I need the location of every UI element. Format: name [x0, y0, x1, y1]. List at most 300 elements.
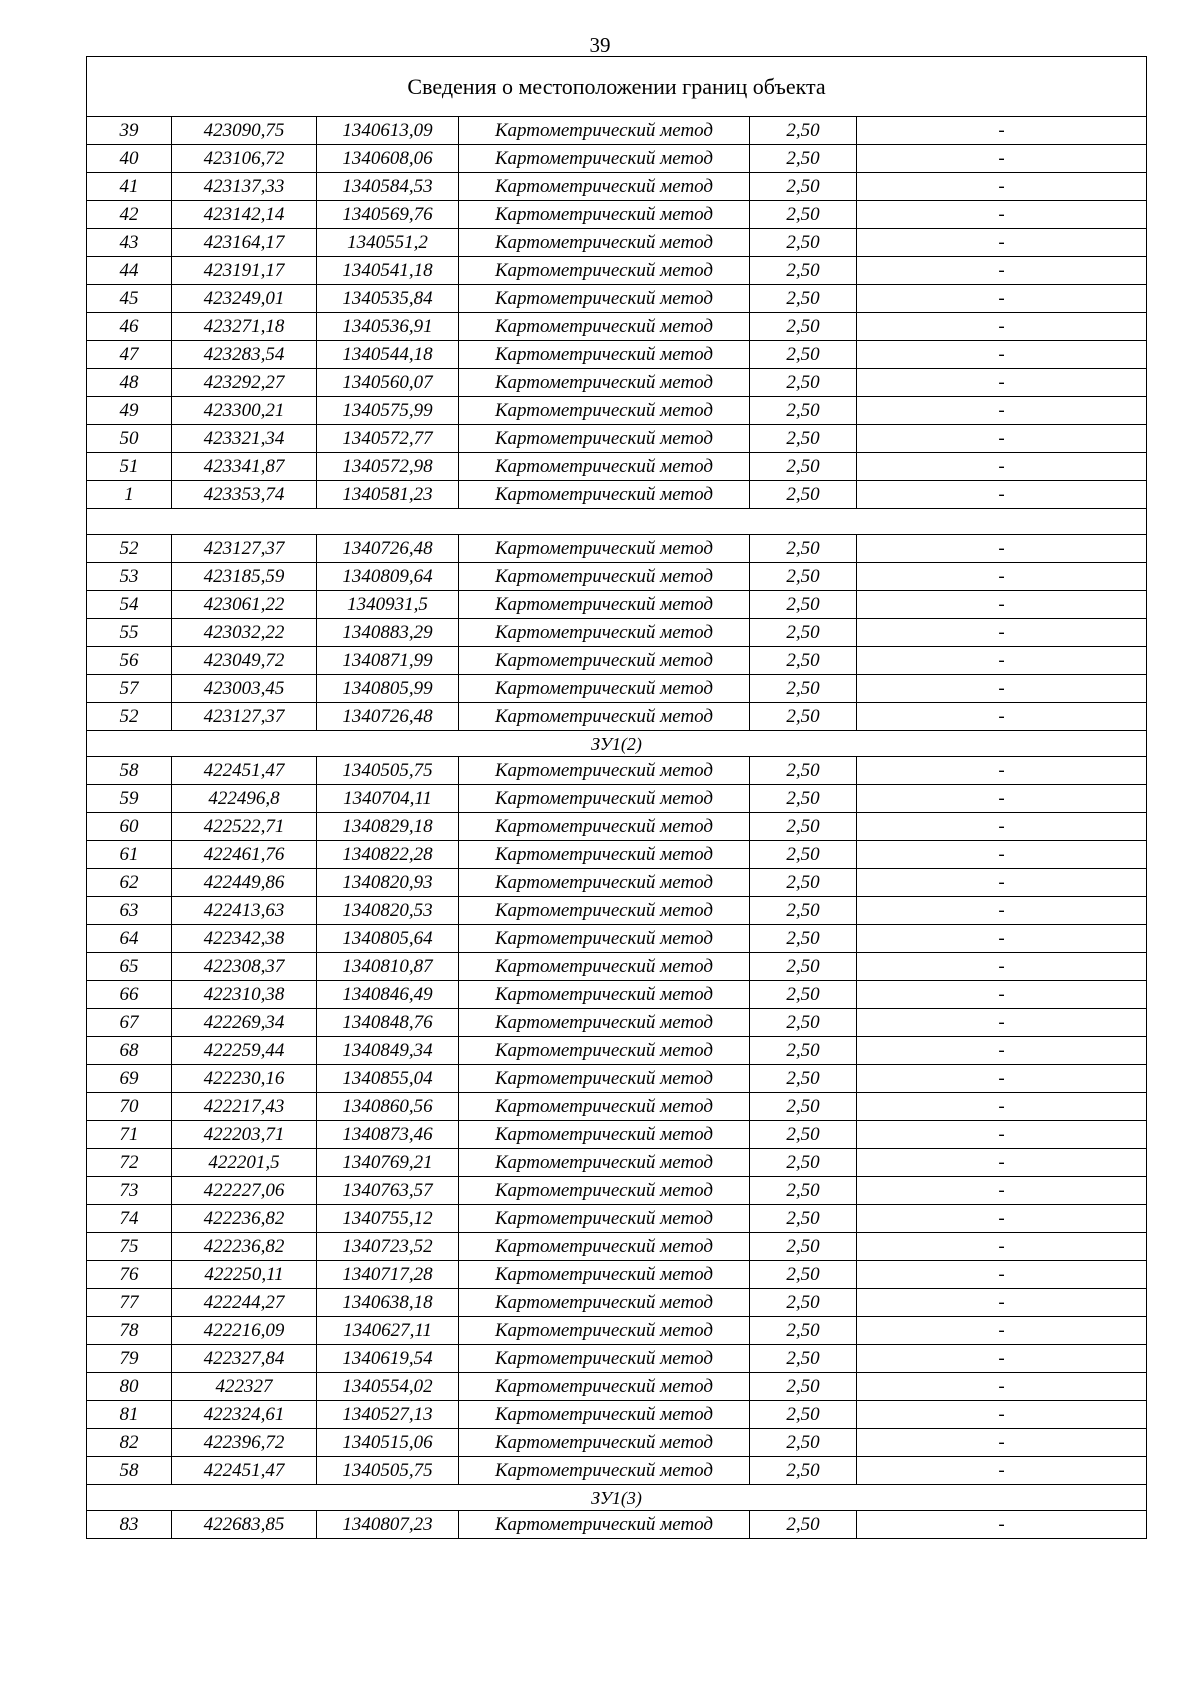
method-cell: Картометрический метод: [459, 1401, 750, 1429]
accuracy-cell: 2,50: [750, 813, 857, 841]
method-cell: Картометрический метод: [459, 1065, 750, 1093]
x-coordinate-cell: 422342,38: [172, 925, 317, 953]
accuracy-cell: 2,50: [750, 117, 857, 145]
point-number-cell: 45: [87, 285, 172, 313]
x-coordinate-cell: 422461,76: [172, 841, 317, 869]
table-row: [87, 953, 1147, 981]
table-row: [87, 1457, 1147, 1485]
method-cell: Картометрический метод: [459, 675, 750, 703]
method-cell: Картометрический метод: [459, 313, 750, 341]
table-row: [87, 1401, 1147, 1429]
point-number-cell: 80: [87, 1373, 172, 1401]
method-cell: Картометрический метод: [459, 647, 750, 675]
table-row: [87, 1177, 1147, 1205]
point-number-cell: 57: [87, 675, 172, 703]
table-row: [87, 981, 1147, 1009]
point-number-cell: 75: [87, 1233, 172, 1261]
point-number-cell: 64: [87, 925, 172, 953]
x-coordinate-cell: 422496,8: [172, 785, 317, 813]
point-number-cell: 54: [87, 591, 172, 619]
method-cell: Картометрический метод: [459, 117, 750, 145]
point-number-cell: 71: [87, 1121, 172, 1149]
x-coordinate-cell: 422236,82: [172, 1233, 317, 1261]
x-coordinate-cell: 423283,54: [172, 341, 317, 369]
accuracy-cell: 2,50: [750, 563, 857, 591]
y-coordinate-cell: 1340613,09: [317, 117, 459, 145]
description-cell: -: [857, 1149, 1147, 1177]
method-cell: Картометрический метод: [459, 341, 750, 369]
accuracy-cell: 2,50: [750, 257, 857, 285]
y-coordinate-cell: 1340572,98: [317, 453, 459, 481]
accuracy-cell: 2,50: [750, 535, 857, 563]
description-cell: -: [857, 397, 1147, 425]
accuracy-cell: 2,50: [750, 1345, 857, 1373]
description-cell: -: [857, 1511, 1147, 1539]
x-coordinate-cell: 423249,01: [172, 285, 317, 313]
accuracy-cell: 2,50: [750, 1233, 857, 1261]
description-cell: -: [857, 257, 1147, 285]
table-row: [87, 201, 1147, 229]
table-row: [87, 813, 1147, 841]
description-cell: -: [857, 813, 1147, 841]
description-cell: -: [857, 1429, 1147, 1457]
table-row: [87, 841, 1147, 869]
y-coordinate-cell: 1340535,84: [317, 285, 459, 313]
method-cell: Картометрический метод: [459, 981, 750, 1009]
x-coordinate-cell: 423127,37: [172, 703, 317, 731]
y-coordinate-cell: 1340848,76: [317, 1009, 459, 1037]
table-row: [87, 619, 1147, 647]
description-cell: -: [857, 229, 1147, 257]
x-coordinate-cell: 422227,06: [172, 1177, 317, 1205]
x-coordinate-cell: 423185,59: [172, 563, 317, 591]
method-cell: Картометрический метод: [459, 425, 750, 453]
point-number-cell: 44: [87, 257, 172, 285]
y-coordinate-cell: 1340551,2: [317, 229, 459, 257]
description-cell: -: [857, 647, 1147, 675]
description-cell: -: [857, 897, 1147, 925]
method-cell: Картометрический метод: [459, 1205, 750, 1233]
description-cell: -: [857, 1345, 1147, 1373]
table-row: [87, 1345, 1147, 1373]
y-coordinate-cell: 1340829,18: [317, 813, 459, 841]
accuracy-cell: 2,50: [750, 757, 857, 785]
x-coordinate-cell: 423292,27: [172, 369, 317, 397]
accuracy-cell: 2,50: [750, 1289, 857, 1317]
x-coordinate-cell: 423003,45: [172, 675, 317, 703]
description-cell: -: [857, 675, 1147, 703]
point-number-cell: 70: [87, 1093, 172, 1121]
method-cell: Картометрический метод: [459, 563, 750, 591]
accuracy-cell: 2,50: [750, 1511, 857, 1539]
method-cell: Картометрический метод: [459, 703, 750, 731]
table-row: [87, 675, 1147, 703]
section-header-row: [87, 731, 1147, 757]
point-number-cell: 52: [87, 703, 172, 731]
y-coordinate-cell: 1340755,12: [317, 1205, 459, 1233]
accuracy-cell: 2,50: [750, 397, 857, 425]
point-number-cell: 58: [87, 1457, 172, 1485]
accuracy-cell: 2,50: [750, 897, 857, 925]
y-coordinate-cell: 1340769,21: [317, 1149, 459, 1177]
accuracy-cell: 2,50: [750, 1373, 857, 1401]
point-number-cell: 55: [87, 619, 172, 647]
y-coordinate-cell: 1340883,29: [317, 619, 459, 647]
x-coordinate-cell: 423090,75: [172, 117, 317, 145]
y-coordinate-cell: 1340544,18: [317, 341, 459, 369]
method-cell: Картометрический метод: [459, 257, 750, 285]
table-row: [87, 145, 1147, 173]
y-coordinate-cell: 1340608,06: [317, 145, 459, 173]
y-coordinate-cell: 1340723,52: [317, 1233, 459, 1261]
description-cell: -: [857, 481, 1147, 509]
y-coordinate-cell: 1340860,56: [317, 1093, 459, 1121]
y-coordinate-cell: 1340515,06: [317, 1429, 459, 1457]
table-row: [87, 1009, 1147, 1037]
method-cell: Картометрический метод: [459, 897, 750, 925]
point-number-cell: 51: [87, 453, 172, 481]
y-coordinate-cell: 1340810,87: [317, 953, 459, 981]
point-number-cell: 74: [87, 1205, 172, 1233]
y-coordinate-cell: 1340575,99: [317, 397, 459, 425]
table-row: [87, 341, 1147, 369]
description-cell: -: [857, 535, 1147, 563]
point-number-cell: 66: [87, 981, 172, 1009]
table-row: [87, 647, 1147, 675]
y-coordinate-cell: 1340569,76: [317, 201, 459, 229]
method-cell: Картометрический метод: [459, 757, 750, 785]
description-cell: -: [857, 757, 1147, 785]
x-coordinate-cell: 423127,37: [172, 535, 317, 563]
table-row: [87, 173, 1147, 201]
x-coordinate-cell: 422203,71: [172, 1121, 317, 1149]
accuracy-cell: 2,50: [750, 1037, 857, 1065]
description-cell: -: [857, 173, 1147, 201]
accuracy-cell: 2,50: [750, 1261, 857, 1289]
table-row: [87, 869, 1147, 897]
y-coordinate-cell: 1340807,23: [317, 1511, 459, 1539]
point-number-cell: 46: [87, 313, 172, 341]
point-number-cell: 72: [87, 1149, 172, 1177]
accuracy-cell: 2,50: [750, 675, 857, 703]
y-coordinate-cell: 1340619,54: [317, 1345, 459, 1373]
table-row: [87, 535, 1147, 563]
description-cell: -: [857, 1289, 1147, 1317]
x-coordinate-cell: 422324,61: [172, 1401, 317, 1429]
description-cell: -: [857, 1121, 1147, 1149]
point-number-cell: 69: [87, 1065, 172, 1093]
table-row: [87, 1065, 1147, 1093]
description-cell: -: [857, 1373, 1147, 1401]
point-number-cell: 65: [87, 953, 172, 981]
y-coordinate-cell: 1340505,75: [317, 1457, 459, 1485]
point-number-cell: 59: [87, 785, 172, 813]
method-cell: Картометрический метод: [459, 1233, 750, 1261]
accuracy-cell: 2,50: [750, 591, 857, 619]
table-row: [87, 1093, 1147, 1121]
table-row: [87, 1205, 1147, 1233]
x-coordinate-cell: 422451,47: [172, 757, 317, 785]
x-coordinate-cell: 423321,34: [172, 425, 317, 453]
table-row: [87, 1261, 1147, 1289]
table-row: [87, 481, 1147, 509]
description-cell: -: [857, 201, 1147, 229]
x-coordinate-cell: 422451,47: [172, 1457, 317, 1485]
page-number: 39: [589, 33, 611, 57]
accuracy-cell: 2,50: [750, 869, 857, 897]
point-number-cell: 61: [87, 841, 172, 869]
table-row: [87, 117, 1147, 145]
method-cell: Картометрический метод: [459, 481, 750, 509]
method-cell: Картометрический метод: [459, 369, 750, 397]
y-coordinate-cell: 1340554,02: [317, 1373, 459, 1401]
accuracy-cell: 2,50: [750, 841, 857, 869]
point-number-cell: 1: [87, 481, 172, 509]
table-row: [87, 229, 1147, 257]
description-cell: -: [857, 925, 1147, 953]
accuracy-cell: 2,50: [750, 1149, 857, 1177]
point-number-cell: 43: [87, 229, 172, 257]
method-cell: Картометрический метод: [459, 1373, 750, 1401]
table-row: [87, 757, 1147, 785]
y-coordinate-cell: 1340726,48: [317, 535, 459, 563]
point-number-cell: 81: [87, 1401, 172, 1429]
method-cell: Картометрический метод: [459, 173, 750, 201]
accuracy-cell: 2,50: [750, 229, 857, 257]
point-number-cell: 83: [87, 1511, 172, 1539]
accuracy-cell: 2,50: [750, 703, 857, 731]
table-row: [87, 257, 1147, 285]
section-header-row: [87, 1485, 1147, 1511]
title-row: [87, 57, 1147, 117]
accuracy-cell: 2,50: [750, 981, 857, 1009]
point-number-cell: 62: [87, 869, 172, 897]
x-coordinate-cell: 422522,71: [172, 813, 317, 841]
point-number-cell: 60: [87, 813, 172, 841]
point-number-cell: 77: [87, 1289, 172, 1317]
method-cell: Картометрический метод: [459, 785, 750, 813]
x-coordinate-cell: 423137,33: [172, 173, 317, 201]
x-coordinate-cell: 422327: [172, 1373, 317, 1401]
description-cell: -: [857, 703, 1147, 731]
point-number-cell: 79: [87, 1345, 172, 1373]
x-coordinate-cell: 422396,72: [172, 1429, 317, 1457]
accuracy-cell: 2,50: [750, 785, 857, 813]
description-cell: -: [857, 1065, 1147, 1093]
description-cell: -: [857, 1205, 1147, 1233]
accuracy-cell: 2,50: [750, 953, 857, 981]
table-row: [87, 285, 1147, 313]
accuracy-cell: 2,50: [750, 453, 857, 481]
accuracy-cell: 2,50: [750, 173, 857, 201]
x-coordinate-cell: 422683,85: [172, 1511, 317, 1539]
table-row: [87, 1511, 1147, 1539]
x-coordinate-cell: 422449,86: [172, 869, 317, 897]
description-cell: -: [857, 1457, 1147, 1485]
method-cell: Картометрический метод: [459, 145, 750, 173]
accuracy-cell: 2,50: [750, 425, 857, 453]
description-cell: -: [857, 869, 1147, 897]
point-number-cell: 47: [87, 341, 172, 369]
x-coordinate-cell: 422216,09: [172, 1317, 317, 1345]
accuracy-cell: 2,50: [750, 925, 857, 953]
y-coordinate-cell: 1340849,34: [317, 1037, 459, 1065]
table-row: [87, 563, 1147, 591]
method-cell: Картометрический метод: [459, 1009, 750, 1037]
description-cell: -: [857, 1037, 1147, 1065]
description-cell: -: [857, 453, 1147, 481]
x-coordinate-cell: 423049,72: [172, 647, 317, 675]
method-cell: Картометрический метод: [459, 201, 750, 229]
y-coordinate-cell: 1340820,53: [317, 897, 459, 925]
section-label: ЗУ1(3): [87, 1485, 1147, 1511]
description-cell: -: [857, 981, 1147, 1009]
description-cell: -: [857, 591, 1147, 619]
point-number-cell: 56: [87, 647, 172, 675]
y-coordinate-cell: 1340726,48: [317, 703, 459, 731]
method-cell: Картометрический метод: [459, 591, 750, 619]
accuracy-cell: 2,50: [750, 369, 857, 397]
method-cell: Картометрический метод: [459, 869, 750, 897]
description-cell: -: [857, 425, 1147, 453]
point-number-cell: 78: [87, 1317, 172, 1345]
method-cell: Картометрический метод: [459, 397, 750, 425]
y-coordinate-cell: 1340581,23: [317, 481, 459, 509]
accuracy-cell: 2,50: [750, 1457, 857, 1485]
accuracy-cell: 2,50: [750, 647, 857, 675]
method-cell: Картометрический метод: [459, 1289, 750, 1317]
description-cell: -: [857, 1233, 1147, 1261]
accuracy-cell: 2,50: [750, 201, 857, 229]
boundary-coordinates-table: [86, 56, 1147, 1539]
description-cell: -: [857, 1177, 1147, 1205]
y-coordinate-cell: 1340871,99: [317, 647, 459, 675]
y-coordinate-cell: 1340627,11: [317, 1317, 459, 1345]
table-row: [87, 453, 1147, 481]
table-row: [87, 397, 1147, 425]
table-row: [87, 591, 1147, 619]
method-cell: Картометрический метод: [459, 285, 750, 313]
x-coordinate-cell: 422413,63: [172, 897, 317, 925]
accuracy-cell: 2,50: [750, 481, 857, 509]
table-row: [87, 313, 1147, 341]
y-coordinate-cell: 1340822,28: [317, 841, 459, 869]
description-cell: -: [857, 953, 1147, 981]
y-coordinate-cell: 1340809,64: [317, 563, 459, 591]
description-cell: -: [857, 785, 1147, 813]
accuracy-cell: 2,50: [750, 619, 857, 647]
table-row: [87, 703, 1147, 731]
accuracy-cell: 2,50: [750, 1065, 857, 1093]
y-coordinate-cell: 1340704,11: [317, 785, 459, 813]
point-number-cell: 82: [87, 1429, 172, 1457]
description-cell: -: [857, 285, 1147, 313]
method-cell: Картометрический метод: [459, 813, 750, 841]
x-coordinate-cell: 422217,43: [172, 1093, 317, 1121]
method-cell: Картометрический метод: [459, 1149, 750, 1177]
y-coordinate-cell: 1340505,75: [317, 757, 459, 785]
y-coordinate-cell: 1340527,13: [317, 1401, 459, 1429]
description-cell: -: [857, 1261, 1147, 1289]
method-cell: Картометрический метод: [459, 1345, 750, 1373]
x-coordinate-cell: 422327,84: [172, 1345, 317, 1373]
description-cell: -: [857, 341, 1147, 369]
x-coordinate-cell: 422310,38: [172, 981, 317, 1009]
point-number-cell: 63: [87, 897, 172, 925]
x-coordinate-cell: 423341,87: [172, 453, 317, 481]
y-coordinate-cell: 1340931,5: [317, 591, 459, 619]
point-number-cell: 48: [87, 369, 172, 397]
accuracy-cell: 2,50: [750, 341, 857, 369]
y-coordinate-cell: 1340763,57: [317, 1177, 459, 1205]
x-coordinate-cell: 422250,11: [172, 1261, 317, 1289]
table-row: [87, 897, 1147, 925]
description-cell: -: [857, 313, 1147, 341]
x-coordinate-cell: 422244,27: [172, 1289, 317, 1317]
y-coordinate-cell: 1340560,07: [317, 369, 459, 397]
x-coordinate-cell: 422230,16: [172, 1065, 317, 1093]
description-cell: -: [857, 369, 1147, 397]
description-cell: -: [857, 145, 1147, 173]
method-cell: Картометрический метод: [459, 953, 750, 981]
accuracy-cell: 2,50: [750, 1429, 857, 1457]
point-number-cell: 41: [87, 173, 172, 201]
table-title: Сведения о местоположении границ объекта: [87, 57, 1147, 117]
accuracy-cell: 2,50: [750, 1205, 857, 1233]
method-cell: Картометрический метод: [459, 1317, 750, 1345]
y-coordinate-cell: 1340536,91: [317, 313, 459, 341]
table-row: [87, 925, 1147, 953]
section-label: ЗУ1(2): [87, 731, 1147, 757]
accuracy-cell: 2,50: [750, 285, 857, 313]
x-coordinate-cell: 422269,34: [172, 1009, 317, 1037]
y-coordinate-cell: 1340584,53: [317, 173, 459, 201]
x-coordinate-cell: 422236,82: [172, 1205, 317, 1233]
description-cell: -: [857, 841, 1147, 869]
y-coordinate-cell: 1340855,04: [317, 1065, 459, 1093]
point-number-cell: 67: [87, 1009, 172, 1037]
accuracy-cell: 2,50: [750, 1177, 857, 1205]
x-coordinate-cell: 423106,72: [172, 145, 317, 173]
table-row: [87, 785, 1147, 813]
method-cell: Картометрический метод: [459, 453, 750, 481]
method-cell: Картометрический метод: [459, 1429, 750, 1457]
method-cell: Картометрический метод: [459, 619, 750, 647]
description-cell: -: [857, 1401, 1147, 1429]
accuracy-cell: 2,50: [750, 313, 857, 341]
y-coordinate-cell: 1340805,64: [317, 925, 459, 953]
blank-separator-cell: [87, 509, 1147, 535]
point-number-cell: 52: [87, 535, 172, 563]
table-row: [87, 1317, 1147, 1345]
accuracy-cell: 2,50: [750, 1009, 857, 1037]
point-number-cell: 58: [87, 757, 172, 785]
method-cell: Картометрический метод: [459, 229, 750, 257]
table-row: [87, 369, 1147, 397]
method-cell: Картометрический метод: [459, 1093, 750, 1121]
x-coordinate-cell: 423353,74: [172, 481, 317, 509]
accuracy-cell: 2,50: [750, 1093, 857, 1121]
y-coordinate-cell: 1340541,18: [317, 257, 459, 285]
method-cell: Картометрический метод: [459, 1121, 750, 1149]
table-row: [87, 1373, 1147, 1401]
x-coordinate-cell: 423032,22: [172, 619, 317, 647]
point-number-cell: 39: [87, 117, 172, 145]
y-coordinate-cell: 1340873,46: [317, 1121, 459, 1149]
x-coordinate-cell: 423191,17: [172, 257, 317, 285]
y-coordinate-cell: 1340820,93: [317, 869, 459, 897]
x-coordinate-cell: 423164,17: [172, 229, 317, 257]
